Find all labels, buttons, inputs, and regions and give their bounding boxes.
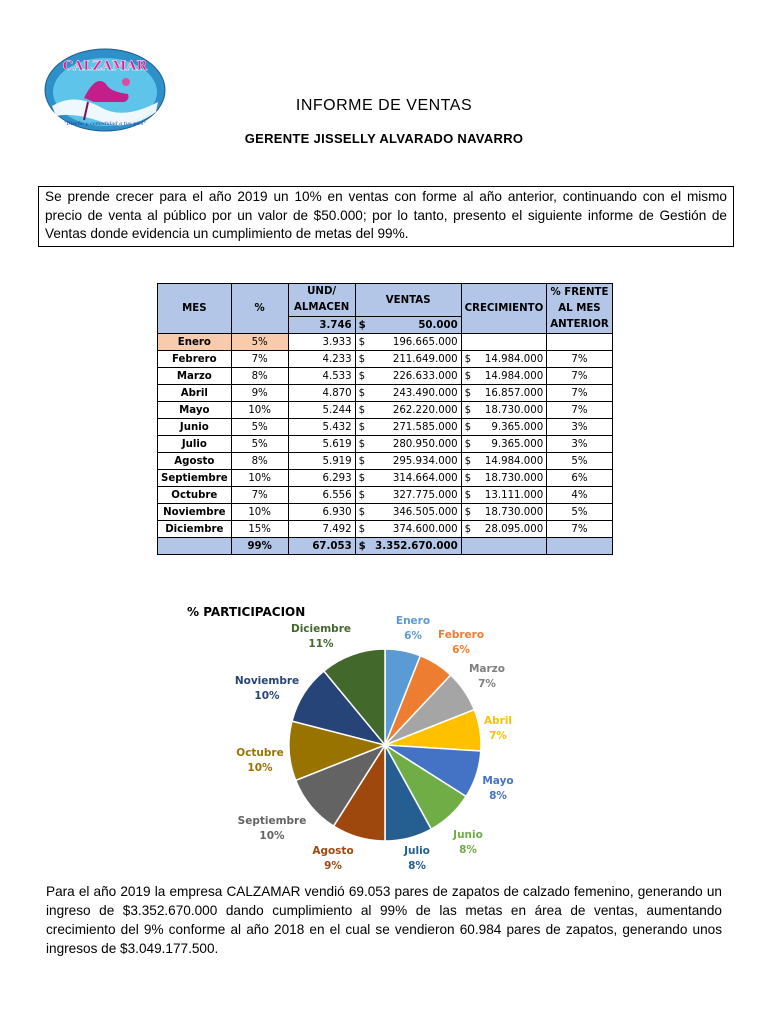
cell-frente: 4% — [547, 487, 612, 504]
table-row — [158, 402, 613, 419]
cell-und: 4.533 — [288, 368, 355, 385]
table-row — [158, 470, 613, 487]
cell-und: 4.233 — [288, 351, 355, 368]
cell-ventas: $ 226.633.000 — [355, 368, 461, 385]
cell-und: 5.619 — [288, 436, 355, 453]
pie-value-mayo: 8% — [489, 790, 507, 802]
pie-value-enero: 6% — [404, 630, 422, 642]
pie-label-abril: Abril — [483, 715, 513, 727]
pie-value-julio: 8% — [408, 860, 426, 872]
pie-label-septiembre: Septiembre — [237, 815, 307, 827]
table-row — [158, 385, 613, 402]
base-ventas: $ 50.000 — [355, 317, 461, 334]
cell-frente: 5% — [547, 453, 612, 470]
cell-pct: 5% — [231, 436, 288, 453]
pie-label-noviembre: Noviembre — [234, 675, 300, 687]
cell-frente: 3% — [547, 419, 612, 436]
cell-frente: 7% — [547, 385, 612, 402]
cell-mes: Noviembre — [158, 504, 232, 521]
cell-ventas: $ 262.220.000 — [355, 402, 461, 419]
cell-pct: 10% — [231, 402, 288, 419]
pie-label-febrero: Febrero — [437, 629, 485, 641]
pie-label-marzo: Marzo — [468, 663, 506, 675]
table-row — [158, 504, 613, 521]
cell-mes: Enero — [158, 334, 232, 351]
participation-pie-chart — [0, 600, 768, 880]
pie-value-junio: 8% — [459, 844, 477, 856]
cell-und: 7.492 — [288, 521, 355, 538]
cell-ventas: $ 271.585.000 — [355, 419, 461, 436]
cell-pct: 10% — [231, 504, 288, 521]
pie-label-enero: Enero — [395, 615, 431, 627]
cell-crecimiento: $ 9.365.000 — [461, 419, 547, 436]
cell-crecimiento: $ 18.730.000 — [461, 470, 547, 487]
cell-und: 6.556 — [288, 487, 355, 504]
total-pct: 99% — [231, 538, 288, 555]
conclusion-paragraph: Para el año 2019 la empresa CALZAMAR vendió 69.053 pares de zapatos de calzado femenino, generando un ingreso de $3.352.670.000 dando cumplimiento al 99% de las metas en área de ventas, aumentando crecimiento del 9% conforme al año 2018 en el cual se vendieron 60.984 pares de zapatos, generando unos ingresos de $3.049.177.500. — [46, 884, 722, 956]
pie-label-diciembre: Diciembre — [290, 623, 352, 635]
chart-title: % PARTICIPACION — [187, 605, 306, 619]
cell-frente: 7% — [547, 368, 612, 385]
cell-crecimiento — [461, 334, 547, 351]
cell-pct: 10% — [231, 470, 288, 487]
cell-mes: Junio — [158, 419, 232, 436]
cell-ventas: $ 243.490.000 — [355, 385, 461, 402]
total-label — [158, 538, 232, 555]
cell-ventas: $ 327.775.000 — [355, 487, 461, 504]
total-und: 67.053 — [288, 538, 355, 555]
cell-pct: 5% — [231, 334, 288, 351]
cell-mes: Mayo — [158, 402, 232, 419]
base-und: 3.746 — [288, 317, 355, 334]
pie-label-octubre: Octubre — [236, 747, 284, 759]
cell-crecimiento: $ 9.365.000 — [461, 436, 547, 453]
cell-und: 4.870 — [288, 385, 355, 402]
cell-ventas: $ 314.664.000 — [355, 470, 461, 487]
cell-ventas: $ 295.934.000 — [355, 453, 461, 470]
pie-label-mayo: Mayo — [482, 775, 514, 787]
cell-mes: Octubre — [158, 487, 232, 504]
pie-label-julio: Julio — [404, 845, 430, 857]
cell-pct: 9% — [231, 385, 288, 402]
pie-value-octubre: 10% — [247, 762, 273, 774]
col-header-pct: % — [231, 284, 288, 334]
table-row — [158, 453, 613, 470]
cell-crecimiento: $ 16.857.000 — [461, 385, 547, 402]
table-row — [158, 368, 613, 385]
calzamar-logo — [44, 48, 166, 132]
cell-und: 5.432 — [288, 419, 355, 436]
cell-mes: Agosto — [158, 453, 232, 470]
cell-crecimiento: $ 14.984.000 — [461, 453, 547, 470]
pie-value-febrero: 6% — [452, 644, 470, 656]
table-row — [158, 521, 613, 538]
cell-ventas: $ 196.665.000 — [355, 334, 461, 351]
cell-mes: Marzo — [158, 368, 232, 385]
cell-frente: 7% — [547, 402, 612, 419]
pie-value-marzo: 7% — [478, 678, 496, 690]
cell-mes: Febrero — [158, 351, 232, 368]
cell-und: 5.919 — [288, 453, 355, 470]
cell-und: 6.930 — [288, 504, 355, 521]
cell-mes: Diciembre — [158, 521, 232, 538]
cell-pct: 7% — [231, 487, 288, 504]
svg-text:CALZAMAR: CALZAMAR — [62, 59, 148, 74]
svg-text:"Diseño y comodidad a tus pies: "Diseño y comodidad a tus pies" — [64, 121, 146, 127]
cell-frente: 5% — [547, 504, 612, 521]
table-row — [158, 419, 613, 436]
cell-crecimiento: $ 14.984.000 — [461, 368, 547, 385]
cell-pct: 8% — [231, 368, 288, 385]
report-title: INFORME DE VENTAS — [295, 97, 473, 114]
cell-frente: 6% — [547, 470, 612, 487]
cell-und: 5.244 — [288, 402, 355, 419]
pie-value-noviembre: 10% — [254, 690, 280, 702]
sales-table — [157, 283, 613, 555]
total-ventas: $ 3.352.670.000 — [355, 538, 461, 555]
pie-label-agosto: Agosto — [312, 845, 354, 857]
total-frente — [547, 538, 612, 555]
col-header-frente: % FRENTE AL MES ANTERIOR — [547, 284, 612, 334]
cell-crecimiento: $ 14.984.000 — [461, 351, 547, 368]
col-header-crecimiento: CRECIMIENTO — [461, 284, 547, 334]
cell-pct: 7% — [231, 351, 288, 368]
total-crecimiento — [461, 538, 547, 555]
cell-ventas: $ 346.505.000 — [355, 504, 461, 521]
col-header-ventas: VENTAS — [355, 284, 461, 317]
cell-ventas: $ 374.600.000 — [355, 521, 461, 538]
cell-frente — [547, 334, 612, 351]
cell-frente: 3% — [547, 436, 612, 453]
pie-value-septiembre: 10% — [259, 830, 285, 842]
cell-frente: 7% — [547, 521, 612, 538]
col-header-und: UND/ ALMACEN — [288, 284, 355, 317]
table-row — [158, 436, 613, 453]
table-row — [158, 487, 613, 504]
cell-crecimiento: $ 13.111.000 — [461, 487, 547, 504]
cell-mes: Abril — [158, 385, 232, 402]
pie-value-agosto: 9% — [324, 860, 342, 872]
cell-mes: Julio — [158, 436, 232, 453]
report-subtitle: GERENTE JISSELLY ALVARADO NAVARRO — [244, 131, 524, 146]
pie-value-diciembre: 11% — [308, 638, 334, 650]
table-row — [158, 334, 613, 351]
cell-frente: 7% — [547, 351, 612, 368]
cell-pct: 5% — [231, 419, 288, 436]
table-row — [158, 351, 613, 368]
cell-und: 3.933 — [288, 334, 355, 351]
cell-ventas: $ 280.950.000 — [355, 436, 461, 453]
cell-ventas: $ 211.649.000 — [355, 351, 461, 368]
cell-mes: Septiembre — [158, 470, 232, 487]
cell-und: 6.293 — [288, 470, 355, 487]
intro-paragraph: Se prende crecer para el año 2019 un 10% en ventas con forme al año anterior, continuando con el mismo precio de venta al público por un valor de $50.000; por lo tanto, presento el siguiente informe de Gestión de Ventas donde evidencia un cumplimiento de metas del 99%. — [38, 186, 734, 247]
cell-crecimiento: $ 28.095.000 — [461, 521, 547, 538]
pie-value-abril: 7% — [489, 730, 507, 742]
cell-pct: 15% — [231, 521, 288, 538]
col-header-mes: MES — [158, 284, 232, 334]
cell-crecimiento: $ 18.730.000 — [461, 402, 547, 419]
cell-pct: 8% — [231, 453, 288, 470]
pie-label-junio: Junio — [453, 829, 483, 841]
cell-crecimiento: $ 18.730.000 — [461, 504, 547, 521]
